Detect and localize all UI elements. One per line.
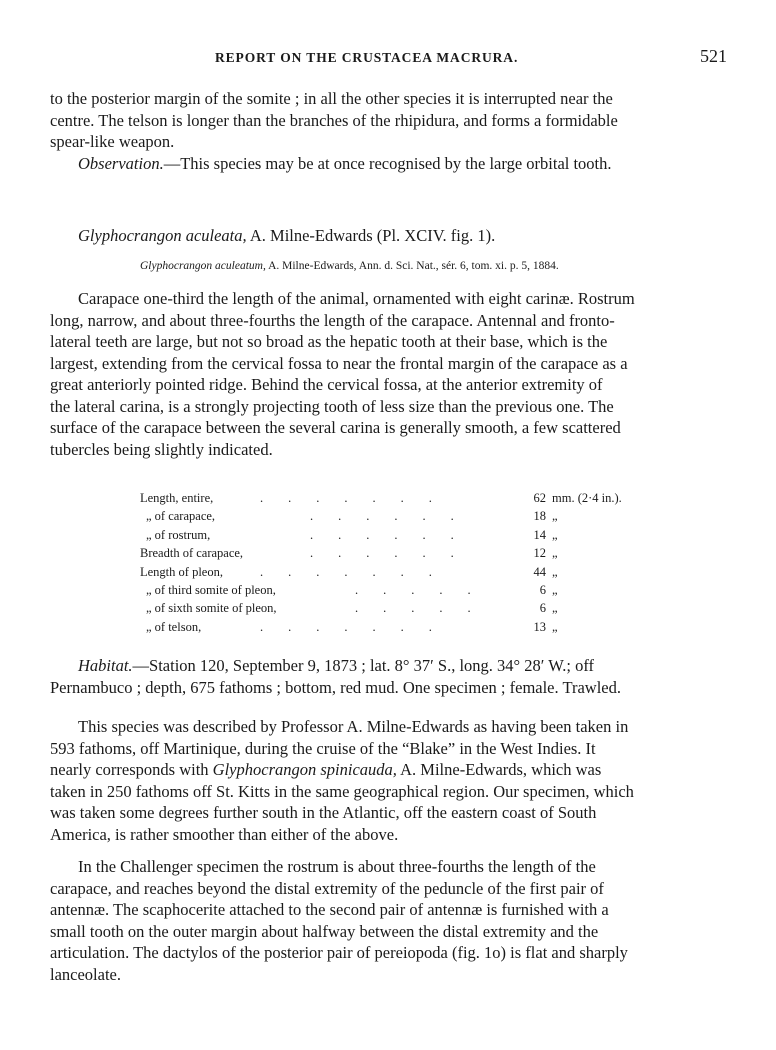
text-line: largest, extending from the cervical fossa to near the frontal margin of the carapace as a — [50, 353, 628, 373]
measurement-unit: „ — [552, 564, 558, 579]
measurement-label: „ of carapace, — [146, 509, 216, 524]
citation-reference: A. Milne-Edwards, Ann. d. Sci. Nat., sér. 6, tom. xi. p. 5, 1884. — [265, 260, 559, 272]
text-line: In the Challenger specimen the rostrum is about three-fourths the length of the — [78, 857, 596, 876]
text-line: spear-like weapon. — [50, 132, 175, 151]
measurement-value: 18 — [533, 509, 546, 524]
habitat-text: —Station 120, September 9, 1873 ; lat. 8° 37′ S., long. 34° 28′ W.; off — [132, 656, 595, 675]
measurement-label: „ of telson, — [146, 619, 202, 634]
text-line: the lateral carina, is a strongly projecting tooth of less size than the previous one. The — [50, 396, 614, 416]
measurement-label: „ of third somite of pleon, — [146, 582, 276, 597]
measurement-label: Length, entire, — [140, 491, 214, 505]
measurement-value: 6 — [539, 601, 546, 616]
text-line: small tooth on the outer margin about halfway between the distal extremity and the — [50, 921, 599, 941]
text-line: Pernambuco ; depth, 675 fathoms ; bottom, red mud. One specimen ; female. Trawled. — [50, 677, 621, 697]
habitat-line — [50, 655, 728, 677]
leader-dots: . . . . . . . — [260, 491, 432, 505]
measurement-value: 44 — [533, 564, 546, 579]
habitat-label: Habitat. — [78, 656, 133, 675]
leader-dots: . . . . . . . — [260, 619, 432, 634]
measurement-value: 12 — [533, 546, 546, 561]
text-line: antennæ. The scaphocerite attached to the second pair of antennæ is furnished with a — [50, 900, 609, 919]
text-line: articulation. The dactylos of the posterior pair of pereiopoda (fig. 1o) is flat and sharply — [50, 943, 628, 962]
running-head — [0, 44, 776, 68]
remarks-paragraph — [50, 716, 728, 845]
text-line: long, narrow, and about three-fourths the length of the carapace. Antennal and fronto- — [50, 310, 615, 330]
text-line: Carapace one-third the length of the animal, ornamented with eight carinæ. Rostrum — [78, 289, 635, 308]
text-line: great anteriorly pointed ridge. Behind the cervical fossa, at the anterior extremity of — [50, 375, 603, 394]
text-line: This species was described by Professor A. Milne-Edwards as having been taken in — [78, 717, 629, 736]
running-title: REPORT ON THE CRUSTACEA MACRURA. — [215, 50, 519, 65]
text-line: 593 fathoms, off Martinique, during the cruise of the “Blake” in the West Indies. It — [50, 738, 596, 758]
species-authority: A. Milne-Edwards (Pl. XCIV. fig. 1). — [246, 226, 496, 245]
text-line: lateral teeth are large, but not so broad as the hepatic tooth at their base, which is the — [50, 332, 608, 351]
measurement-value: 14 — [533, 527, 546, 542]
page-number: 521 — [700, 46, 727, 66]
text-line: was taken some degrees further south in the Atlantic, off the eastern coast of South — [50, 803, 597, 822]
synonym-citation — [140, 260, 559, 272]
text-line: centre. The telson is longer than the branches of the rhipidura, and forms a formidable — [50, 110, 618, 130]
leader-dots: . . . . . . — [310, 527, 454, 542]
text-fragment: nearly corresponds with — [50, 760, 213, 779]
citation-name: Glyphocrangon aculeatum, — [140, 260, 266, 272]
text-line: carapace, and reaches beyond the distal extremity of the peduncle of the first pair of — [50, 878, 604, 898]
text-line — [50, 759, 728, 781]
text-line: lanceolate. — [50, 964, 121, 984]
text-line: surface of the carapace between the several carina is generally smooth, a few scattered — [50, 418, 621, 437]
leader-dots: . . . . . . . — [260, 564, 432, 579]
leader-dots: . . . . . — [355, 601, 471, 616]
measurement-value: 62 — [533, 491, 546, 505]
species-heading — [78, 226, 495, 246]
leader-dots: . . . . . . — [310, 546, 454, 561]
measurement-value: 13 — [533, 619, 546, 634]
measurement-unit: „ — [552, 546, 558, 561]
measurement-label: „ of sixth somite of pleon, — [146, 601, 277, 616]
description-paragraph — [50, 288, 728, 460]
text-line: taken in 250 fathoms off St. Kitts in the same geographical region. Our specimen, which — [50, 781, 634, 801]
measurement-unit: „ — [552, 619, 558, 634]
leader-dots: . . . . . — [355, 582, 471, 597]
measurement-unit: „ — [552, 509, 558, 524]
text-line: to the posterior margin of the somite ; in all the other species it is interrupted near the — [50, 89, 613, 108]
measurement-label: Length of pleon, — [140, 564, 223, 579]
measurement-value: 6 — [539, 582, 546, 597]
observation-text: —This species may be at once recognised by the large orbital tooth. — [163, 153, 612, 173]
text-fragment: A. Milne-Edwards, which was — [396, 760, 602, 779]
measurement-unit: „ — [552, 527, 558, 542]
measurement-label: „ of rostrum, — [146, 527, 211, 542]
species-name: Glyphocrangon aculeata, — [78, 226, 247, 245]
intro-paragraph — [50, 88, 728, 174]
challenger-paragraph — [50, 856, 728, 985]
text-line: America, is rather smoother than either of the above. — [50, 824, 399, 844]
measurement-label: Breadth of carapace, — [140, 546, 244, 561]
observation-line — [50, 153, 728, 175]
measurement-unit: „ — [552, 601, 558, 616]
text-line: tubercles being slightly indicated. — [50, 439, 273, 459]
leader-dots: . . . . . . — [310, 509, 454, 524]
observation-label: Observation. — [78, 153, 164, 173]
related-species-name: Glyphocrangon spinicauda, — [212, 760, 397, 779]
habitat-paragraph — [50, 655, 728, 698]
measurement-unit: „ — [552, 582, 558, 597]
measurement-unit: mm. (2·4 in.). — [552, 491, 622, 505]
